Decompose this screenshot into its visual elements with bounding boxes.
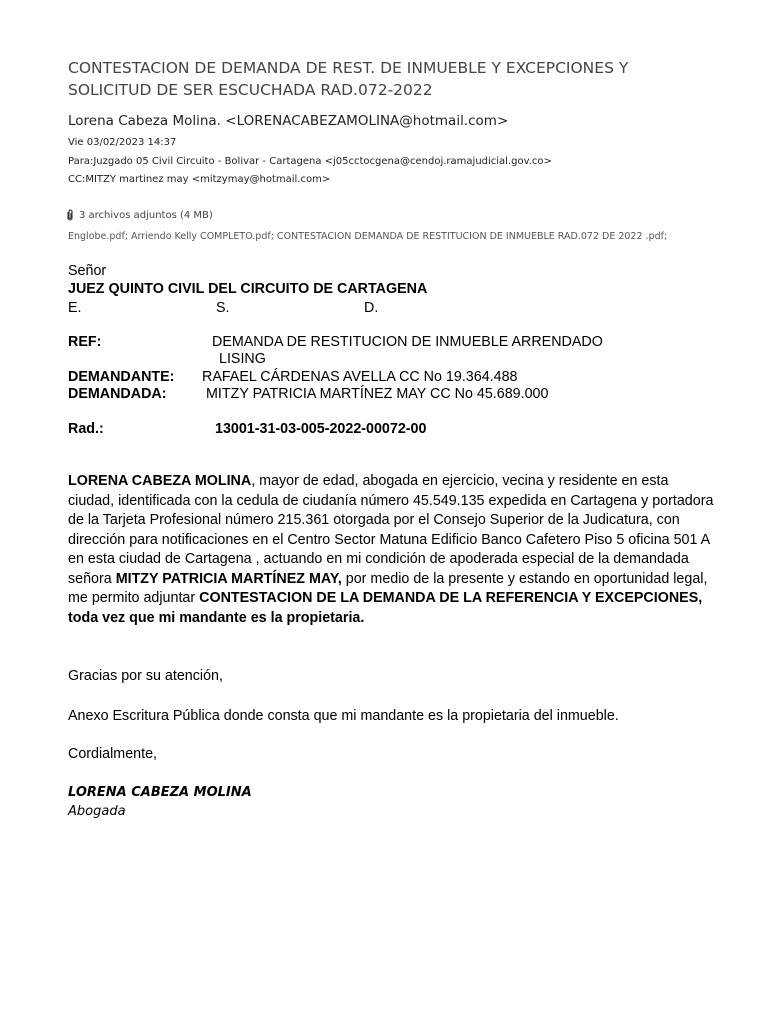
demandada-value: MITZY PATRICIA MARTÍNEZ MAY CC No 45.689.000 — [206, 386, 549, 402]
ref-label: REF: — [68, 334, 102, 350]
salutation: Señor — [68, 263, 107, 279]
recipient-cc: CC:MITZY martinez may <mitzymay@hotmail.com> — [68, 174, 331, 185]
sent-date: Vie 03/02/2023 14:37 — [68, 137, 177, 148]
attachments-count: 3 archivos adjuntos (4 MB) — [79, 209, 213, 221]
esd-s: S. — [216, 300, 230, 316]
body-paragraph — [68, 472, 718, 628]
attachments-list[interactable]: Englobe.pdf; Arriendo Kelly COMPLETO.pdf; CONTESTACION DEMANDA DE RESTITUCION DE INMUEBLE RAD.072 DE 2022 .pdf; — [68, 231, 668, 242]
demandante-label: DEMANDANTE: — [68, 369, 175, 385]
body-text-2: por medio de la presente y estando en oportunidad legal, me permito adjuntar — [68, 570, 708, 606]
client-name: MITZY PATRICIA MARTÍNEZ MAY, — [115, 570, 342, 587]
demandada-label: DEMANDADA: — [68, 386, 167, 402]
recipient-to: Para:Juzgado 05 Civil Circuito - Bolivar - Cartagena <j05cctocgena@cendoj.ramajudicial.gov.co> — [68, 156, 552, 167]
attachments-summary[interactable] — [66, 209, 213, 221]
rad-label: Rad.: — [68, 421, 104, 437]
body-text-1: , mayor de edad, abogada en ejercicio, vecina y residente en esta ciudad, identificada con la cedula de ciudanía número 45.549.135 expedida en Cartagena y portadora de la Tarjeta Profesional número 215.361 otorgada por el Consejo Superior de la Judicatura, con dirección para notificaciones en el Centro Sector Matuna Edificio Banco Cafetero Piso 5 oficina 501 A en esta ciudad de Cartagena , actuando en mi condición de apoderada especial de la demandada señora — [68, 473, 714, 587]
email-subject: CONTESTACION DE DEMANDA DE REST. DE INMUEBLE Y EXCEPCIONES Y SOLICITUD DE SER ESCUCHADA RAD.072-2022 — [68, 59, 629, 99]
addressee: JUEZ QUINTO CIVIL DEL CIRCUITO DE CARTAGENA — [68, 281, 428, 297]
sender[interactable]: Lorena Cabeza Molina. <LORENACABEZAMOLINA@hotmail.com> — [68, 113, 509, 129]
rad-value: 13001-31-03-005-2022-00072-00 — [215, 421, 427, 437]
signature-name: LORENA CABEZA MOLINA — [68, 785, 252, 800]
signature-title: Abogada — [68, 804, 126, 819]
closing-statement: CONTESTACION DE LA DEMANDA DE LA REFERENCIA Y EXCEPCIONES, toda vez que mi mandante es la propietaria. — [68, 590, 703, 626]
lawyer-name: LORENA CABEZA MOLINA — [68, 473, 252, 489]
ref-value-line-1: DEMANDA DE RESTITUCION DE INMUEBLE ARRENDADO — [212, 334, 603, 350]
ref-value-line-2: LISING — [219, 351, 266, 367]
paperclip-icon — [66, 209, 74, 221]
thanks: Gracias por su atención, — [68, 668, 223, 684]
esd-d: D. — [364, 300, 379, 316]
annex-note: Anexo Escritura Pública donde consta que mi mandante es la propietaria del inmueble. — [68, 708, 619, 724]
demandante-value: RAFAEL CÁRDENAS AVELLA CC No 19.364.488 — [202, 369, 518, 385]
regards: Cordialmente, — [68, 746, 157, 762]
esd-e: E. — [68, 300, 82, 316]
